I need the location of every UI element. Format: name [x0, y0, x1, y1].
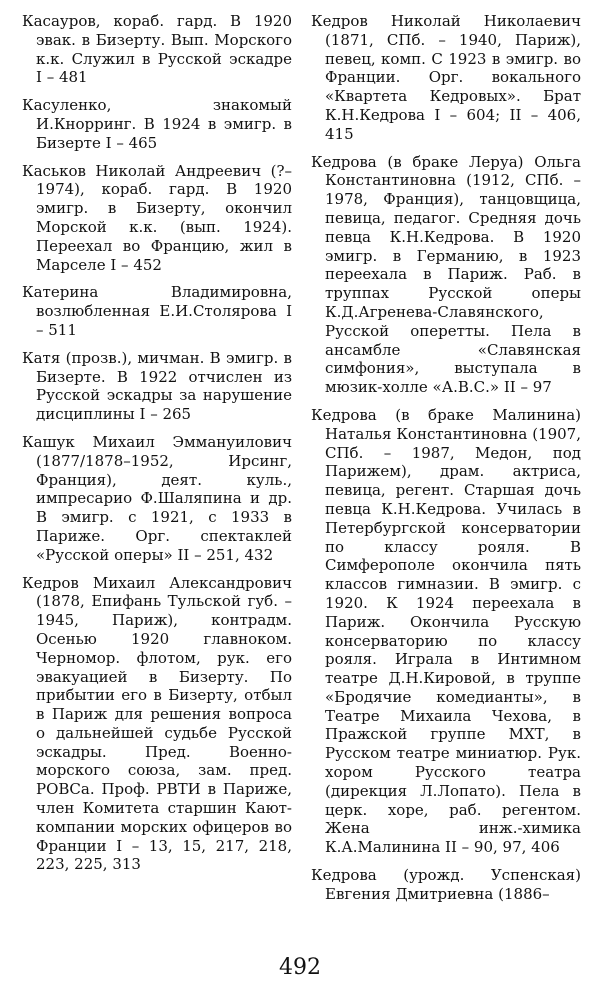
- index-entry: Катя (прозв.), мичман. В эмигр. в Бизерте. В 1922 отчислен из Русской эскадры за нарушение дисциплины I – 265: [22, 348, 292, 424]
- index-entry: Кашук Михаил Эммануилович (1877/1878–1952, Ирсинг, Франция), деят. куль., импресарио Ф.Шаляпина и др. В эмигр. с 1921, с 1933 в Париже. Орг. спектаклей «Русской оперы» II – 251, 432: [22, 432, 292, 564]
- index-entry: Кедров Николай Николаевич (1871, СПб. – 1940, Париж), певец, комп. С 1923 в эмигр. во Франции. Орг. вокального «Квартета Кедровых». Брат К.Н.Кедрова I – 604; II – 406, 415: [311, 12, 581, 143]
- index-entry: Каськов Николай Андреевич (?–1974), кораб. гард. В 1920 эмигр. в Бизерту, окончил Морской к.к. (вып. 1924). Переехал во Францию, жил в Марселе I – 452: [22, 161, 292, 274]
- page-number: 492: [279, 955, 321, 980]
- index-entry: Кедров Михаил Александрович (1878, Епифань Тульской губ. – 1945, Париж), контрадм. Осенью 1920 главноком. Черномор. флотом, рук. его эвакуацией в Бизерту. По прибытии его в Бизерту, отбыл в Париж для решения вопроса о дальнейшей судьбе Русской эскадры. Пред. Военно-морского союза, зам. пред. РОВСа. Проф. РВТИ в Париже, член Комитета старшин Кают-компании морских офицеров во Франции I – 13, 15, 217, 218, 223, 225, 313: [22, 573, 292, 874]
- index-entry: Кедрова (в браке Малинина) Наталья Константиновна (1907, СПб. – 1987, Медон, под Парижем), драм. актриса, певица, регент. Старшая дочь певца К.Н.Кедрова. Училась в Петербургской консерватории по классу рояля. В Симферополе окончила пять классов гимназии. В эмигр. с 1920. К 1924 переехала в Париж. Окончила Русскую консерваторию по классу рояля. Играла в Интимном театре Д.Н.Кировой, в труппе «Бродячие комедианты», в Театре Михаила Чехова, в Пражской группе МХТ, в Русском театре миниатюр. Рук. хором Русского театра (дирекция Л.Лопато). Пела в церк. хоре, раб. регентом. Жена инж.-химика К.А.Малинина II – 90, 97, 406: [311, 405, 581, 857]
- index-entry: Касуленко, знакомый И.Кнорринг. В 1924 в эмигр. в Бизерте I – 465: [22, 96, 292, 152]
- index-entry: Катерина Владимировна, возлюбленная Е.И.Столярова I – 511: [22, 283, 292, 339]
- index-entry: Кедрова (в браке Леруа) Ольга Константиновна (1912, СПб. – 1978, Франция), танцовщица, певица, педагог. Средняя дочь певца К.Н.Кедрова. В 1920 эмигр. в Германию, в 1923 переехала в Париж. Раб. в труппах Русской оперы К.Д.Агренева-Славянского, Русской оперетты. Пела в ансамбле «Славянская симфония», выступала в мюзик-холле «А.В.С.» II – 97: [311, 152, 581, 397]
- index-entry: Кедрова (урожд. Успенская) Евгения Дмитриевна (1886–: [311, 866, 581, 903]
- left-column: [22, 12, 292, 883]
- index-entry: Касауров, кораб. гард. В 1920 эвак. в Бизерту. Вып. Морского к.к. Служил в Русской эскадре I – 481: [22, 12, 292, 87]
- right-column: [311, 12, 581, 913]
